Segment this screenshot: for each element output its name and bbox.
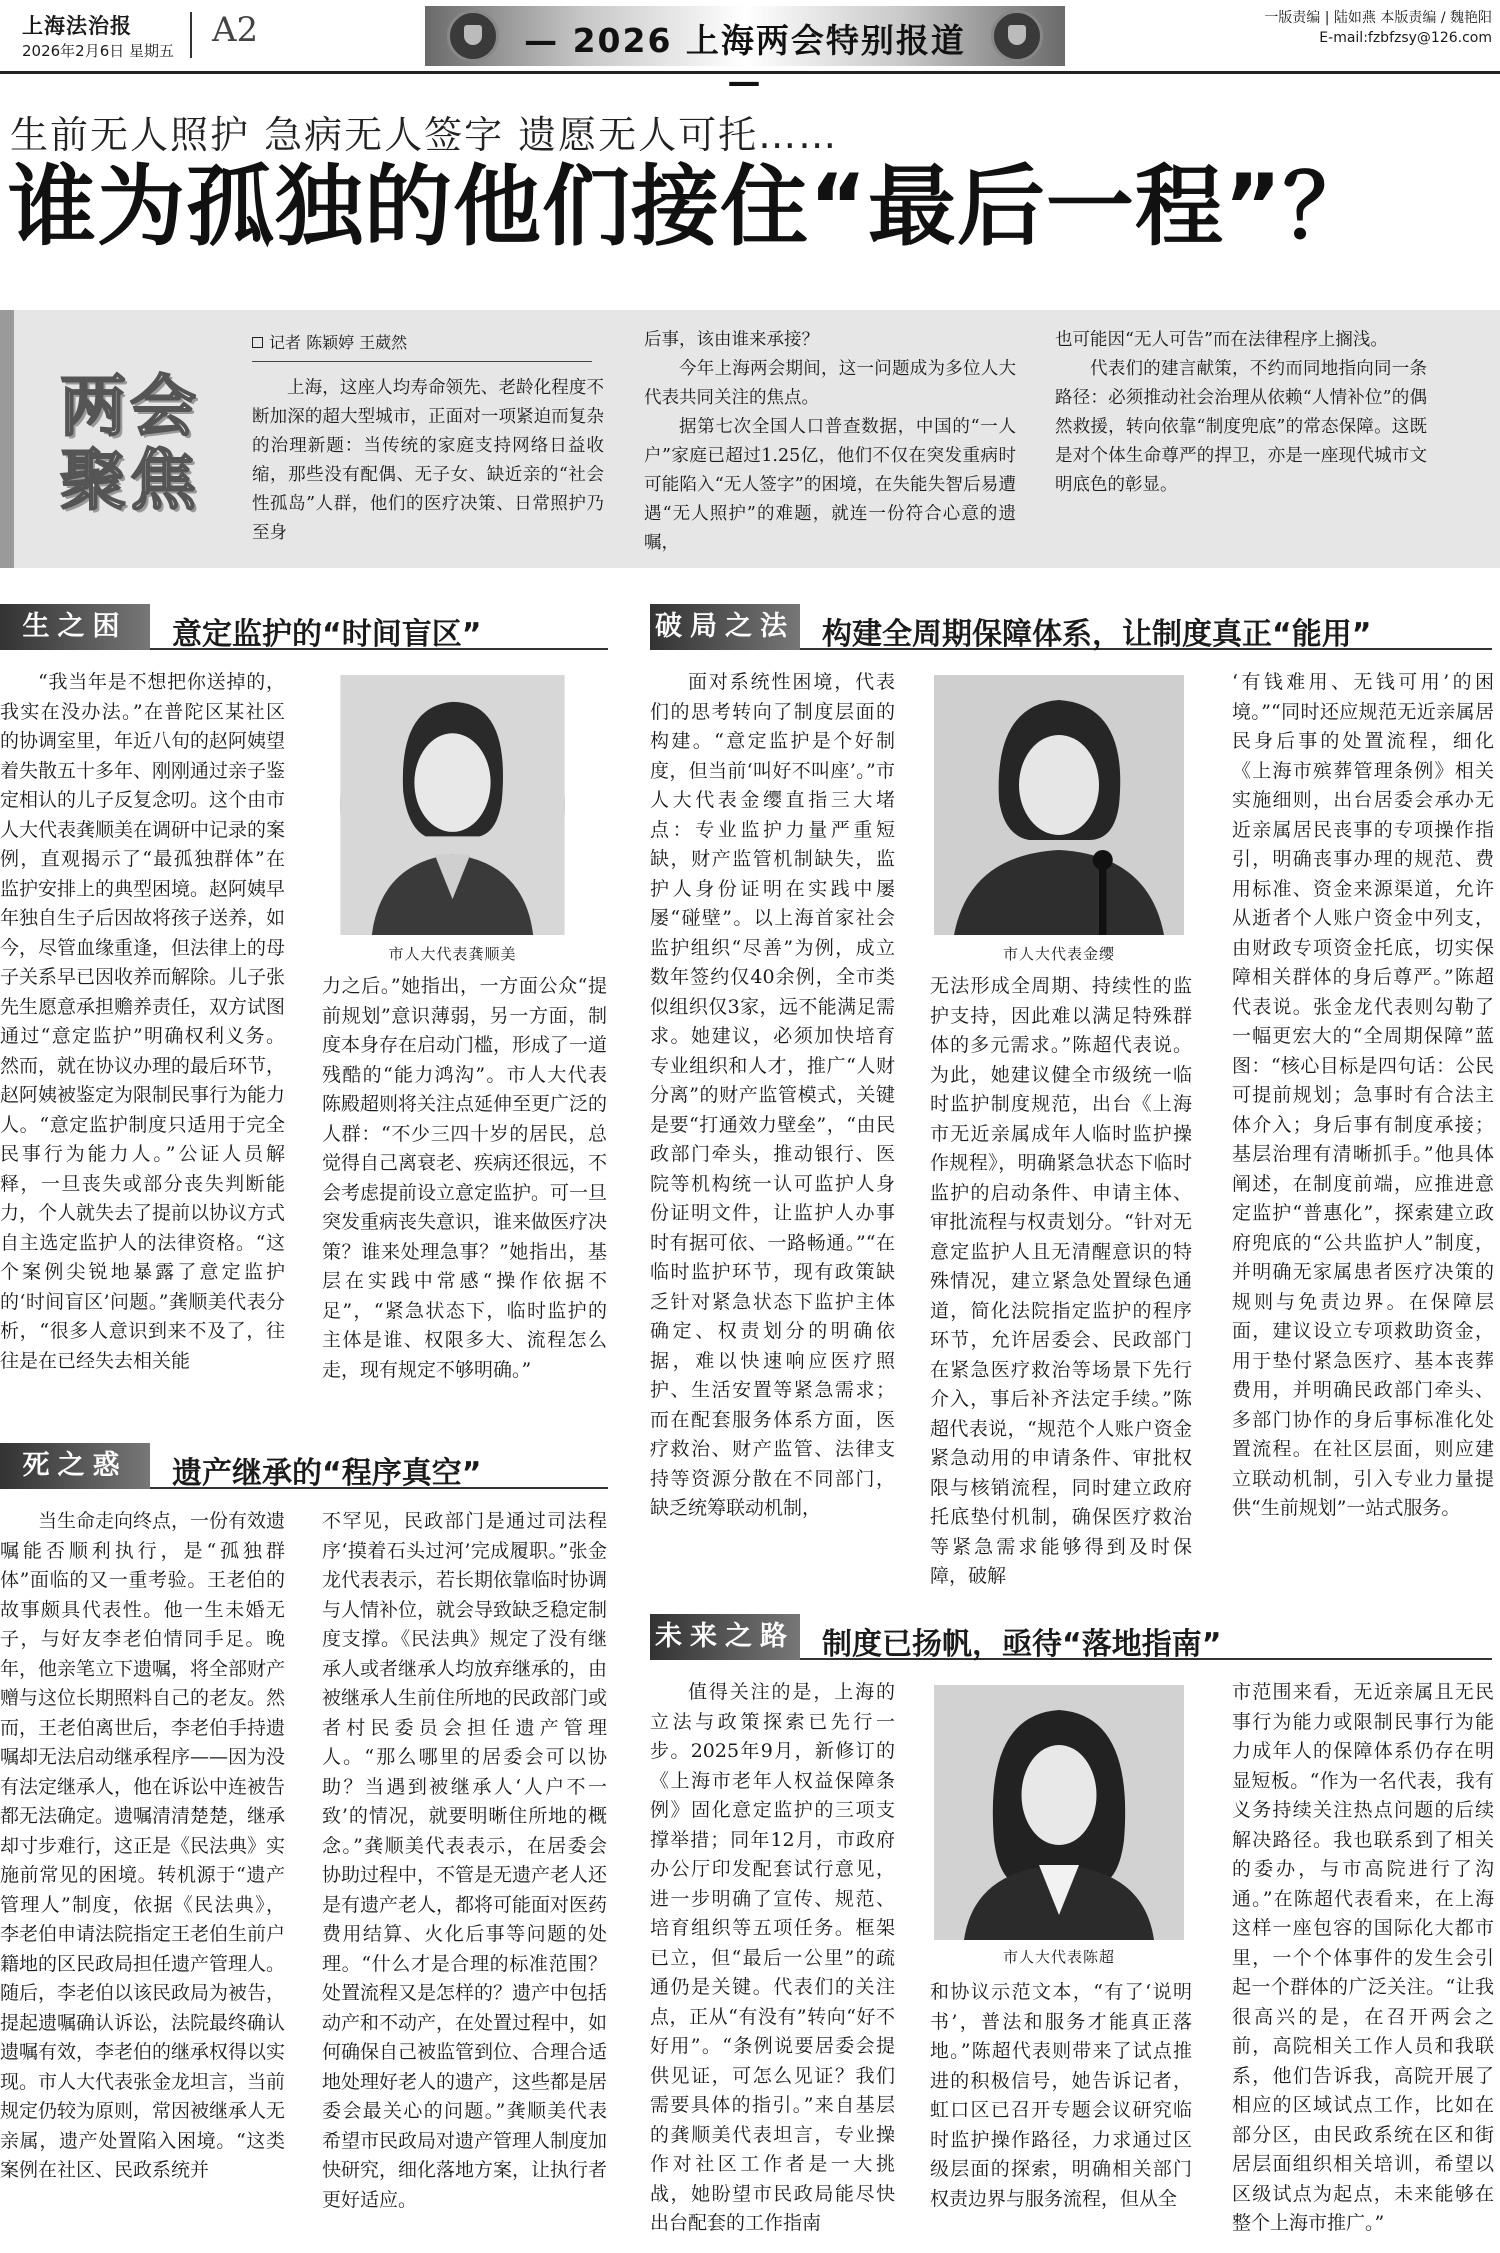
article-paragraph: 力之后。”她指出，一方面公众“提前规划”意识薄弱，另一方面，制度本身存在启动门槛，形成了一道残酷的“能力鸿沟”。市人大代表陈殿超则将关注点延伸至更广泛的人群：“不少三四十岁的居民，总觉得自己离衰老、疾病还很远，不会考虑提前设立意定监护。可一旦突发重病丧失意识，谁来做医疗决策？谁来处理急事？”她指出，基层在实践中常感“操作依据不足”，“紧急状态下，临时监护的主体是谁、权限多大、流程怎么走，现有规定不够明确。” xyxy=(322,975,608,1381)
article-paragraph: 面对系统性困境，代表们的思考转向了制度层面的构建。“意定监护是个好制度，但当前‘叫好不叫座’。”市人大代表金缨直指三大堵点：专业监护力量严重短缺，财产监管机制缺失，监护人身份证明在实践中屡屡“碰壁”。以上海首家社会监护组织“尽善”为例，成立数年签约仅40余例，全市类似组织仅3家，远不能满足需求。她建议，必须加快培育专业组织和人才，推广“人财分离”的财产监管模式，关键是要“打通效力壁垒”，“由民政部门牵头，推动银行、医院等机构统一认可监护人身份证明文件，让监护人办事时有据可依、一路畅通。”“在临时监护环节，现有政策缺乏针对紧急状态下监护主体确定、权责划分的明确依据，难以快速响应医疗照护、生活安置等紧急需求；而在配套服务体系方面，医疗救治、财产监管、法律支持等资源分散在不同部门，缺乏统筹联动机制， xyxy=(650,671,895,1519)
portrait-gong-shunmei xyxy=(340,675,565,935)
article-paragraph: 当生命走向终点，一份有效遗嘱能否顺利执行，是“孤独群体”面临的又一重考验。王老伯的故事颇具代表性。他一生未婚无子，与好友李老伯情同手足。晚年，他亲笔立下遗嘱，将全部财产赠与这位长期照料自己的老友。然而，王老伯离世后，李老伯手持遗嘱却无法启动继承程序——因为没有法定继承人，他在诉讼中连被告都无法确定。遗嘱清清楚楚，继承却寸步难行，这正是《民法典》实施前常见的困境。转机源于“遗产管理人”制度，依据《民法典》，李老伯申请法院指定王老伯生前户籍地的区民政局担任遗产管理人。随后，李老伯以该民政局为被告，提起遗嘱确认诉讼，法院最终确认遗嘱有效，李老伯的继承权得以实现。市人大代表张金龙坦言，当前规定仍较为原则，常因被继承人无亲属，遗产处置陷入困境。“这类案例在社区、民政系统并 xyxy=(0,1510,286,2181)
intro-paragraph: 今年上海两会期间，这一问题成为多位人大代表共同关注的焦点。 xyxy=(644,359,1016,408)
intro-column-1 xyxy=(252,374,604,548)
section-title: 遗产继承的“程序真空” xyxy=(172,1456,482,1491)
portrait-caption: 市人大代表金缨 xyxy=(1002,945,1115,963)
portrait-jin-ying xyxy=(934,675,1184,935)
article-paragraph: 不罕见，民政部门是通过司法程序‘摸着石头过河’完成履职。”张金龙代表表示，若长期依靠临时协调与人情补位，就会导致缺乏稳定制度支撑。《民法典》规定了没有继承人或者继承人均放弃继承的，由被继承人生前住所地的民政部门或者村民委员会担任遗产管理人。“那么哪里的居委会可以协助？当遇到被继承人‘人户不一致’的情况，就要明晰住所地的概念。”龚顺美代表表示，在居委会协助过程中，不管是无遗产老人还是有遗产老人，都将可能面对医药费用结算、火化后事等问题的处理。“什么才是合理的标准范围？处置流程又是怎样的？遗产中包括动产和不动产，在处置过程中，如何确保自己被监管到位、合理合适地处理好老人的遗产，这些都是居委会最关心的问题。”龚顺美代表希望市民政局对遗产管理人制度加快研究，细化落地方案，让执行者更好适应。 xyxy=(322,1510,608,2211)
article-column xyxy=(930,1978,1192,2245)
masthead-divider xyxy=(190,12,192,58)
section-tag: 死之惑 xyxy=(0,1443,150,1489)
article-column xyxy=(650,1678,895,2245)
intro-column-2 xyxy=(644,326,1016,558)
special-report-banner xyxy=(425,6,1065,101)
focus-intro-band xyxy=(0,310,1500,568)
article-paragraph: 和协议示范文本，“有了‘说明书’，普法和服务才能真正落地。”陈超代表则带来了试点推进的积极信号，她告诉记者，虹口区已召开专题会议研究临时监护操作路径，力求通过区级层面的探索，明确相关部门权责边界与服务流程，但从全 xyxy=(930,1981,1192,2210)
section-title: 构建全周期保障体系，让制度真正“能用” xyxy=(822,617,1372,652)
focus-band-edge xyxy=(0,310,14,568)
article-paragraph: 无法形成全周期、持续性的监护支持，因此难以满足特殊群体的多元需求。”陈超代表说。为此，她建议健全市级统一临时监护制度规范，出台《上海市无近亲属成年人临时监护操作规程》，明确紧急状态下临时监护的启动条件、申请主体、审批流程与权责划分。“针对无意定监护人且无清醒意识的特殊情况，建立紧急处置绿色通道，简化法院指定监护的程序环节，允许居委会、民政部门在紧急医疗救治等场景下先行介入，事后补齐法定手续。”陈超代表说，“规范个人账户资金紧急动用的申请条件、审批权限与核销流程，同时建立政府托底垫付机制，确保医疗救治等紧急需求能够得到及时保障，破解 xyxy=(930,975,1192,1587)
article-paragraph: “我当年是不想把你送掉的，我实在没办法。”在普陀区某社区的协调室里，年近八旬的赵阿姨望着失散五十多年、刚刚通过亲子鉴定相认的儿子反复念叨。这个由市人大代表龚顺美在调研中记录的案例，直观揭示了“最孤独群体”在监护安排上的典型困境。赵阿姨早年独自生子后因故将孩子送养，如今，尽管血缘重逢，但法律上的母子关系早已因收养而解除。儿子张先生愿意承担赡养责任，双方试图通过“意定监护”明确权利义务。然而，就在协议办理的最后环节，赵阿姨被鉴定为限制民事行为能力人。“意定监护制度只适用于完全民事行为能力人。”公证人员解释，一旦丧失或部分丧失判断能力，个人就失去了提前以协议方式自主选定监护人的法律资格。“这个案例尖锐地暴露了意定监护的‘时间盲区’问题。”龚顺美代表分析，“很多人意识到来不及了，往往是在已经失去相关能 xyxy=(0,671,286,1372)
article-column xyxy=(322,972,607,1406)
intro-column-3 xyxy=(1055,326,1427,500)
special-report-title: — 2026 上海两会特别报道 — xyxy=(524,21,966,101)
section-header-4 xyxy=(650,1614,1492,1660)
intro-paragraph: 据第七次全国人口普查数据，中国的“一人户”家庭已超过1.25亿，他们不仅在突发重病时可能陷入“无人签字”的困境，在失能失智后易遭遇“无人照护”的难题，就连一份符合心意的遗嘱， xyxy=(644,417,1016,553)
section-header-1 xyxy=(0,604,608,650)
section-title: 制度已扬帆，亟待“落地指南” xyxy=(822,1627,1222,1662)
section-title: 意定监护的“时间盲区” xyxy=(172,617,482,652)
congress-emblem-icon xyxy=(991,10,1043,62)
article-column xyxy=(0,668,285,1406)
section-tag: 破局之法 xyxy=(650,604,800,650)
intro-paragraph: 代表们的建言献策，不约而同地指向同一条路径：必须推动社会治理从依赖“人情补位”的偶然救援，转向依靠“制度兜底”的常态保障。这既是对个体生命尊严的捍卫，亦是一座现代城市文明底色的彰显。 xyxy=(1055,359,1427,495)
editor-email: E-mail:fzbfzsy@126.com xyxy=(1319,30,1492,46)
portrait-silhouette-icon xyxy=(340,675,565,935)
portrait-caption: 市人大代表龚顺美 xyxy=(388,945,517,963)
section-header-3 xyxy=(650,604,1492,650)
article-column xyxy=(1232,1678,1494,2245)
article-column xyxy=(930,972,1192,1587)
byline-text: 记者 陈颖婷 王葳然 xyxy=(269,333,408,352)
byline-box-icon xyxy=(252,337,263,348)
intro-paragraph: 也可能因“无人可告”而在法律程序上搁浅。 xyxy=(1055,330,1388,350)
portrait-silhouette-icon xyxy=(934,675,1184,935)
section-tag: 生之困 xyxy=(0,604,150,650)
newspaper-name: 上海法治报 xyxy=(22,13,132,38)
main-headline: 谁为孤独的他们接住“最后一程”？ xyxy=(8,155,1372,258)
article-column xyxy=(1232,668,1494,1568)
article-paragraph: ‘有钱难用、无钱可用’的困境。”“同时还应规范无近亲属居民身后事的处置流程，细化《上海市殡葬管理条例》相关实施细则，出台居委会承办无近亲属居民丧事的专项操作指引，明确丧事办理的规范、费用标准、资金来源渠道，允许从逝者个人账户资金中列支，由财政专项资金托底，切实保障相关群体的身后尊严。”陈超代表说。张金龙代表则勾勒了一幅更宏大的“全周期保障”蓝图：“核心目标是四句话：公民可提前规划；急事时有合法主体介入；身后事有制度承接；基层治理有清晰抓手。”他具体阐述，在制度前端，应推进意定监护“普惠化”，探索建立政府兜底的“公共监护人”制度，并明确无家属患者医疗决策的规则与免责边界。在保障层面，建议设立专项救助资金，用于垫付紧急医疗、基本丧葬费用，并明确民政部门牵头、多部门协作的身后事标准化处置流程。在社区层面，则应建立联动机制，引入专业力量提供“生前规划”一站式服务。 xyxy=(1232,671,1494,1519)
focus-badge: 两会聚焦 xyxy=(60,368,200,519)
issue-date: 2026年2月6日 星期五 xyxy=(22,42,175,60)
portrait-chen-chao xyxy=(934,1685,1184,1940)
byline xyxy=(252,330,592,362)
section-tag: 未来之路 xyxy=(650,1614,800,1660)
article-paragraph: 市范围来看，无近亲属且无民事行为能力或限制民事行为能力成年人的保障体系仍存在明显短板。“作为一名代表，我有义务持续关注热点问题的后续解决路径。我也联系到了相关的委办，与市高院进行了沟通。”在陈超代表看来，在上海这样一座包容的国际化大都市里，一个个体事件的发生会引起一个群体的广泛关注。“让我很高兴的是，在召开两会之前，高院相关工作人员和我联系，他们告诉我，高院开展了相应的区域试点工作，比如在部分区，由民政系统在区和街居层面组织相关培训，希望以区级试点为起点，未来能够在整个上海市推广。” xyxy=(1232,1681,1494,2234)
article-column xyxy=(322,1507,607,2245)
section-header-2 xyxy=(0,1443,608,1489)
article-column xyxy=(650,668,895,1568)
portrait-caption: 市人大代表陈超 xyxy=(1002,1948,1115,1966)
national-emblem-icon xyxy=(447,10,499,62)
masthead xyxy=(0,0,1500,101)
editor-credits xyxy=(1212,8,1492,48)
intro-paragraph: 后事，该由谁来承接？ xyxy=(644,330,819,350)
portrait-silhouette-icon xyxy=(934,1685,1184,1940)
article-paragraph: 值得关注的是，上海的立法与政策探索已先行一步。2025年9月，新修订的《上海市老年人权益保障条例》固化意定监护的三项支撑举措；同年12月，市政府办公厅印发配套试行意见，进一步明确了宣传、规范、培育组织等五项任务。框架已立，但“最后一公里”的疏通仍是关键。代表们的关注点，正从“有没有”转向“好不好用”。“条例说要居委会提供见证，可怎么见证？我们需要具体的指引。”来自基层的龚顺美代表坦言，专业操作对社区工作者是一大挑战，她盼望市民政局能尽快出台配套的工作指南 xyxy=(650,1681,895,2234)
intro-paragraph: 上海，这座人均寿命领先、老龄化程度不断加深的超大型城市，正面对一项紧迫而复杂的治理新题：当传统的家庭支持网络日益收缩，那些没有配偶、无子女、缺近亲的“社会性孤岛”人群，他们的医疗决策、日常照护乃至身 xyxy=(252,378,604,543)
page-number: A2 xyxy=(212,10,259,50)
article-column xyxy=(0,1507,285,2245)
editor-names: 一版责编 | 陆如燕 本版责编 / 魏艳阳 xyxy=(1264,10,1492,26)
headline-kicker: 生前无人照护 急病无人签字 遗愿无人可托…… xyxy=(10,113,839,157)
